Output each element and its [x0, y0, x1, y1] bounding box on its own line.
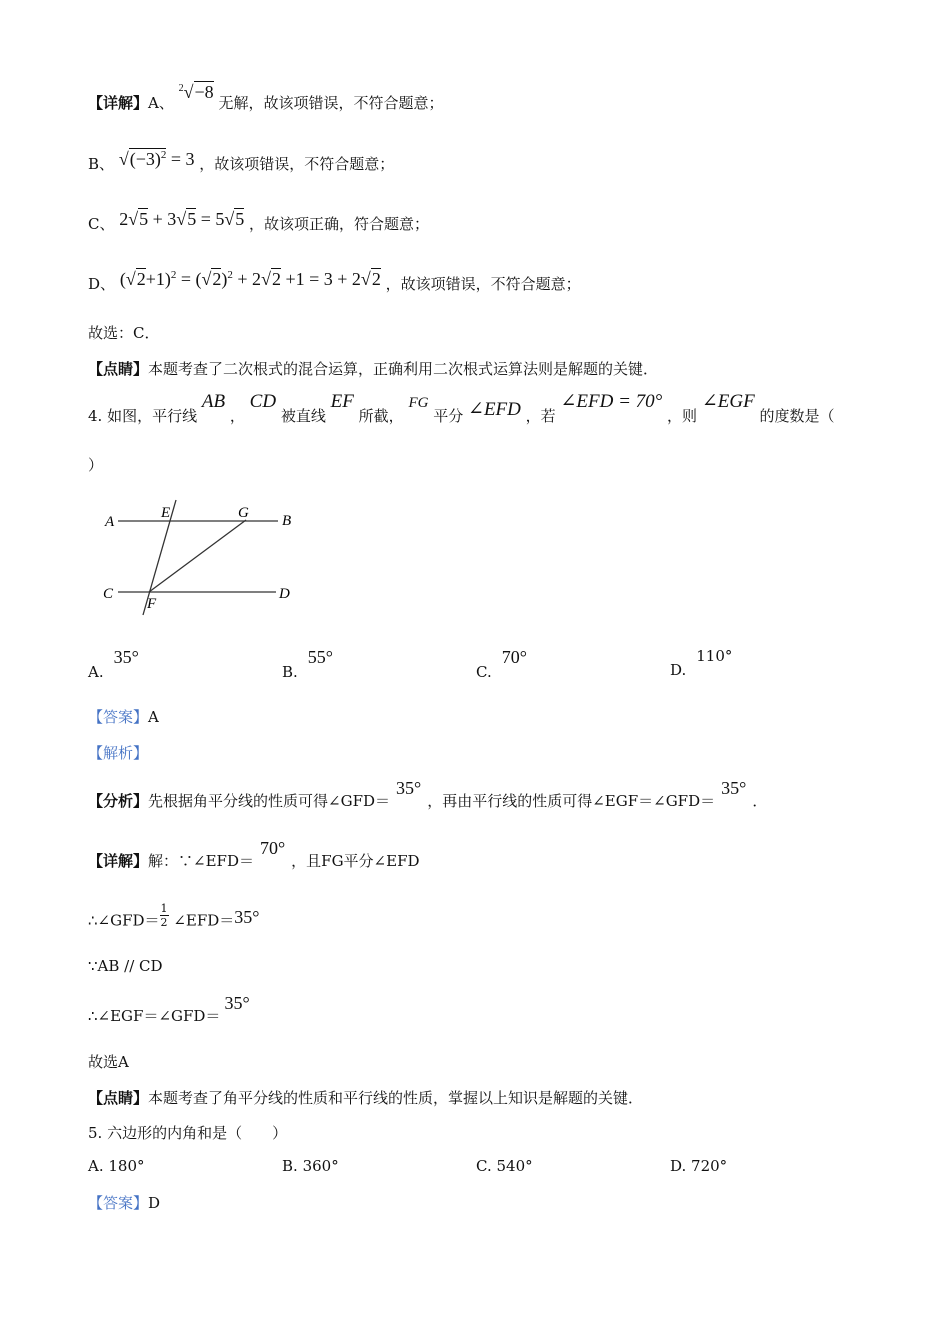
label-d: D [279, 586, 290, 602]
q4-comment: 【点睛】本题考查了角平分线的性质和平行线的性质，掌握以上知识是解题的关键． [88, 1089, 644, 1107]
detail-text: 无解，故该项错误，不符合题意； [218, 94, 444, 112]
q3-detail-a [88, 82, 444, 113]
comment-label: 【点睛】 [88, 360, 149, 378]
option-label: D、 [88, 275, 116, 293]
label-a: A [105, 514, 115, 530]
detail-label: 【详解】 [88, 94, 149, 112]
fraction-half: $\frac{1}{2}$ [160, 902, 168, 929]
sqrt-sum-expression: 2√5 + 3√5 = 5√5 [119, 209, 245, 229]
q5-answer: 【答案】D [88, 1194, 161, 1212]
q5-option-b[interactable]: B. 360° [282, 1157, 339, 1175]
q4-stem: 4. 如图，平行线 AB ， CD 被直线 EF 所截， FG 平分 ∠EFD ，若 ∠EFD = 70° ，则 ∠EGF 的度数是（ [88, 391, 835, 425]
label-f: F [147, 596, 157, 612]
q5-option-c[interactable]: C. 540° [476, 1157, 533, 1175]
label-b: B [282, 513, 292, 529]
cube-root-expression: $^2$√−8 [178, 82, 214, 102]
label-g: G [238, 505, 249, 521]
q5-option-a[interactable]: A. 180° [88, 1157, 145, 1175]
q4-option-c[interactable]: C.70° [476, 647, 527, 681]
q5-option-d[interactable]: D. 720° [670, 1157, 728, 1175]
q3-detail-b [88, 149, 395, 174]
segment-ab: AB [201, 391, 226, 412]
option-label: A、 [148, 94, 174, 112]
q4-analysis-label: 【解析】 [88, 744, 149, 762]
q3-detail-c [88, 209, 430, 234]
label-c: C [103, 586, 114, 602]
q4-choice: 故选A [88, 1053, 129, 1071]
segment-fg: FG [408, 395, 429, 411]
line-ef: EF [330, 391, 354, 412]
q4-option-d[interactable]: D.110° [670, 647, 733, 679]
q4-option-b[interactable]: B.55° [282, 647, 333, 681]
q3-detail-d [88, 269, 581, 294]
q4-fenxi: 【分析】先根据角平分线的性质可得∠GFD＝35°，再由平行线的性质可得∠EGF＝∠GFD＝35°． [88, 778, 768, 810]
detail-text: ，故该项错误，不符合题意； [199, 155, 395, 173]
comment-text: 本题考查了二次根式的混合运算，正确利用二次根式运算法则是解题的关键． [148, 360, 659, 378]
q3-choice: 故选：C． [88, 324, 160, 342]
parallel-lines-figure [96, 498, 306, 623]
sqrt-expression: $√(-3)^2 = 3$ [118, 149, 195, 169]
line-fg [149, 520, 246, 592]
q4-option-a[interactable]: A.35° [88, 647, 139, 681]
q4-answer: 【答案】A [88, 708, 159, 726]
q5-stem: 5. 六边形的内角和是（ ） [88, 1124, 288, 1142]
q4-step-2: ∵AB // CD [88, 957, 163, 975]
q4-detail: 【详解】解：∵∠EFD＝70°，且FG平分∠EFD [88, 838, 420, 870]
segment-cd: CD [249, 391, 277, 412]
option-label: B、 [88, 155, 115, 173]
option-label: C、 [88, 215, 115, 233]
q4-step-3: ∴∠EGF＝∠GFD＝35° [88, 993, 250, 1025]
angle-egf: ∠EGF [701, 391, 755, 412]
detail-text: ，故该项错误，不符合题意； [385, 275, 581, 293]
label-e: E [161, 505, 171, 521]
q3-comment [88, 358, 658, 379]
detail-text: ，故该项正确，符合题意； [249, 215, 430, 233]
q4-stem-close: ） [88, 456, 104, 474]
square-expression: $(√2+1)^2 = (√2)^2 + 2√2 +1 = 3 + 2√2$ [119, 269, 381, 289]
angle-efd-value: ∠EFD = 70° [560, 391, 663, 412]
q4-step-1: ∴∠GFD＝ $\frac{1}{2}$ ∠EFD＝35° [88, 902, 260, 930]
angle-efd: ∠EFD [468, 399, 521, 420]
